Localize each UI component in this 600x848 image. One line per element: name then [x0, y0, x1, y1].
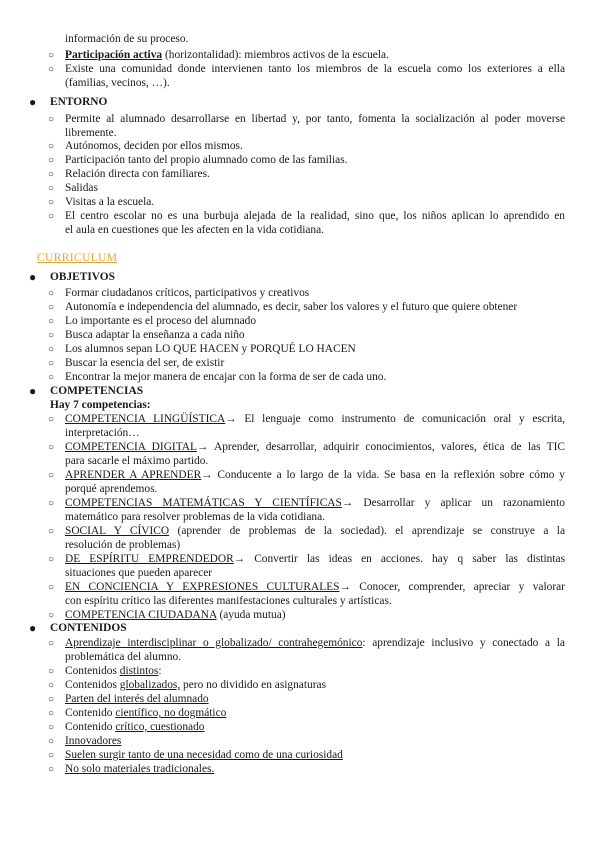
bullet-circle: ○ [48, 610, 55, 621]
text: → [225, 413, 245, 425]
text-line: el aula en cuestiones que les afecten en la vida cotidiana. [65, 224, 325, 236]
bullet-circle: ○ [48, 288, 55, 299]
text-line: información de su proceso. [65, 33, 189, 45]
text: Contenidos [65, 679, 120, 691]
list-item [65, 609, 286, 623]
text: El lenguaje como instrumento de comunicación oral y escrita, [244, 413, 566, 425]
bullet-circle: ○ [48, 358, 55, 369]
bullet-circle: ○ [48, 316, 55, 327]
bullet-circle: ○ [48, 64, 55, 75]
list-item [65, 637, 565, 651]
bullet-circle: ○ [48, 498, 55, 509]
bullet-circle: ○ [48, 344, 55, 355]
bullet-circle: ○ [48, 197, 55, 208]
section-title-competencias: COMPETENCIAS [50, 385, 144, 397]
list-item: Lo importante es el proceso del alumnado [65, 315, 257, 327]
text: pero no dividido en asignaturas [180, 679, 327, 691]
term: crítico, cuestionado [115, 721, 205, 733]
term: COMPETENCIAS MATEMÁTICAS Y CIENTÍFICAS [65, 497, 342, 509]
text: → [196, 441, 214, 453]
list-item: Existe una comunidad donde intervienen tanto los miembros de la escuela como los exteriores a ella [65, 63, 565, 75]
list-item [65, 553, 565, 567]
section-header-curriculum: CURRICULUM [37, 251, 118, 264]
term: COMPETENCIA LINGÜÍSTICA [65, 413, 226, 425]
list-item: No solo materiales tradicionales. [65, 763, 215, 775]
bullet-disc: ● [29, 95, 37, 109]
list-item: Permite al alumnado desarrollarse en libertad y, por tanto, fomenta la socialización al poder moverse [65, 113, 565, 125]
subtitle: Hay 7 competencias: [50, 399, 151, 411]
bullet-circle: ○ [48, 155, 55, 166]
bullet-circle: ○ [48, 764, 55, 775]
bullet-circle: ○ [48, 169, 55, 180]
section-title-contenidos: CONTENIDOS [50, 622, 127, 634]
list-item: Autonomía e independencia del alumnado, es decir, saber los valores y el futuro que quiere obtener [65, 301, 518, 313]
term: Participación activa [65, 49, 163, 61]
bullet-disc: ● [29, 621, 37, 635]
term: EN CONCIENCIA Y EXPRESIONES CULTURALES [65, 581, 340, 593]
text: → [341, 497, 364, 509]
term: DE ESPÍRITU EMPRENDEDOR [65, 553, 234, 565]
list-item [65, 707, 226, 721]
list-item: Suelen surgir tanto de una necesidad como de una curiosidad [65, 749, 343, 761]
list-item: El centro escolar no es una burbuja alejada de la realidad, sino que, los niños aplican lo aprendido en [65, 210, 565, 222]
bullet-disc: ● [29, 270, 37, 284]
list-item: Relación directa con familiares. [65, 168, 210, 180]
text: Contenidos [65, 665, 120, 677]
bullet-circle: ○ [48, 114, 55, 125]
text: (ayuda mutua) [219, 609, 286, 621]
list-item [65, 525, 565, 539]
bullet-circle: ○ [48, 708, 55, 719]
text: → [339, 581, 360, 593]
text: Convertir las ideas en acciones. hay q saber las distintas [254, 553, 565, 565]
text-line: (familias, vecinos, …). [65, 77, 170, 89]
text: : aprendizaje inclusivo y conectado a la [362, 637, 565, 649]
bullet-circle: ○ [48, 211, 55, 222]
text [169, 525, 177, 537]
term: distintos [119, 665, 159, 677]
text: Conducente a lo largo de la vida. Se basa en la reflexión sobre cómo y [217, 469, 565, 481]
list-item [65, 721, 205, 735]
bullet-disc: ● [29, 384, 37, 398]
list-item: Busca adaptar la enseñanza a cada niño [65, 329, 245, 341]
text: Contenido [65, 721, 116, 733]
text-line: porqué aprendemos. [65, 483, 158, 495]
section-title-entorno: ENTORNO [50, 96, 108, 108]
text: → [233, 553, 255, 565]
bullet-circle: ○ [48, 582, 55, 593]
text: Conocer, comprender, apreciar y valorar [359, 581, 565, 593]
list-item [65, 679, 326, 693]
bullet-circle: ○ [48, 638, 55, 649]
bullet-circle: ○ [48, 750, 55, 761]
bullet-circle: ○ [48, 470, 55, 481]
bullet-circle: ○ [48, 680, 55, 691]
bullet-circle: ○ [48, 526, 55, 537]
bullet-circle: ○ [48, 330, 55, 341]
list-item [65, 441, 565, 455]
bullet-circle: ○ [48, 554, 55, 565]
list-item: Autónomos, deciden por ellos mismos. [65, 140, 243, 152]
list-item: Parten del interés del alumnado [65, 693, 209, 705]
list-item [65, 581, 565, 595]
term: COMPETENCIA DIGITAL [65, 441, 197, 453]
bullet-circle: ○ [48, 442, 55, 453]
bullet-circle: ○ [48, 722, 55, 733]
list-item [65, 49, 389, 63]
text-line: situaciones que pueden aparecer [65, 567, 213, 579]
bullet-circle: ○ [48, 141, 55, 152]
bullet-circle: ○ [48, 183, 55, 194]
bullet-circle: ○ [48, 372, 55, 383]
text-line: interpretación… [65, 427, 140, 439]
section-title-objetivos: OBJETIVOS [50, 271, 115, 283]
list-item: Buscar la esencia del ser, de existir [65, 357, 225, 369]
bullet-circle: ○ [48, 302, 55, 313]
term: científico, no dogmático [115, 707, 227, 719]
list-item: Participación tanto del propio alumnado como de las familias. [65, 154, 348, 166]
text: Aprender, desarrollar, adquirir conocimientos, valores, ética de las TIC [214, 441, 565, 453]
text-line: con espíritu crítico las diferentes manifestaciones culturales y artísticas. [65, 595, 392, 607]
list-item: Formar ciudadanos críticos, participativos y creativos [65, 287, 310, 299]
list-item: Los alumnos sepan LO QUE HACEN y PORQUÉ LO HACEN [65, 343, 356, 355]
text: → [201, 469, 218, 481]
list-item [65, 665, 162, 679]
list-item: Salidas [65, 182, 98, 194]
list-item [65, 413, 565, 427]
list-item [65, 497, 565, 511]
text: (aprender de problemas de la sociedad). el aprendizaje se construye a la [177, 525, 565, 537]
term: SOCIAL Y CÍVICO [65, 525, 170, 537]
text: Desarrollar y aplicar un razonamiento [363, 497, 565, 509]
text: (horizontalidad): miembros activos de la escuela. [164, 49, 389, 61]
bullet-circle: ○ [48, 694, 55, 705]
bullet-circle: ○ [48, 414, 55, 425]
bullet-circle: ○ [48, 50, 55, 61]
text-line: resolución de problemas) [65, 539, 181, 551]
text-line: libremente. [65, 127, 117, 139]
text: : [158, 665, 162, 677]
term: globalizados, [119, 679, 181, 691]
term: APRENDER A APRENDER [65, 469, 202, 481]
text-line: para sacarle el máximo partido. [65, 455, 209, 467]
text-line: problemática del alumno. [65, 651, 182, 663]
text: Contenido [65, 707, 116, 719]
list-item: Visitas a la escuela. [65, 196, 155, 208]
bullet-circle: ○ [48, 736, 55, 747]
list-item [65, 469, 565, 483]
list-item: Encontrar la mejor manera de encajar con la forma de ser de cada uno. [65, 371, 387, 383]
term: Aprendizaje interdisciplinar o globalizado/ contrahegemónico [65, 637, 363, 649]
bullet-circle: ○ [48, 666, 55, 677]
term: COMPETENCIA CIUDADANA [65, 609, 217, 621]
text-line: matemático para resolver problemas de la vida cotidiana. [65, 511, 325, 523]
list-item: Innovadores [65, 735, 122, 747]
